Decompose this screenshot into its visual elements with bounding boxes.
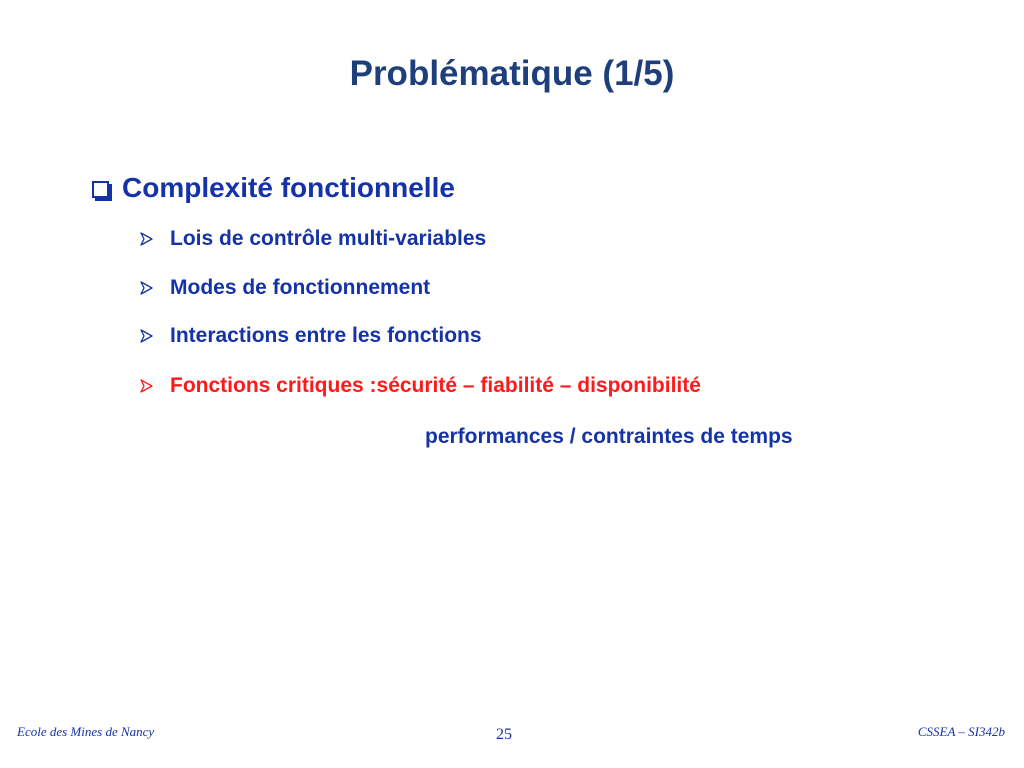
list-item-continuation: performances / contraintes de temps	[425, 425, 793, 448]
arrow-right-icon	[140, 232, 153, 246]
list-item-text-highlight: Fonctions critiques :sécurité – fiabilité – disponibilité	[170, 374, 701, 397]
arrow-right-icon	[140, 329, 153, 343]
section-heading	[92, 167, 455, 209]
list-item-text: Lois de contrôle multi-variables	[170, 227, 487, 250]
checkbox-icon	[92, 181, 109, 198]
list-item	[140, 272, 430, 304]
arrow-right-icon	[140, 379, 153, 393]
footer-institution: Ecole des Mines de Nancy	[17, 724, 155, 739]
list-item	[140, 370, 701, 402]
footer-course-code: CSSEA – SI342b	[917, 724, 1005, 739]
list-item	[140, 223, 486, 255]
list-item-text: Modes de fonctionnement	[170, 276, 431, 299]
list-item-text: Interactions entre les fonctions	[170, 324, 482, 347]
list-item	[140, 320, 482, 352]
page-title: Problématique (1/5)	[349, 54, 675, 93]
section-title: Complexité fonctionnelle	[122, 172, 455, 203]
page-number: 25	[496, 726, 512, 743]
arrow-right-icon	[140, 281, 153, 295]
